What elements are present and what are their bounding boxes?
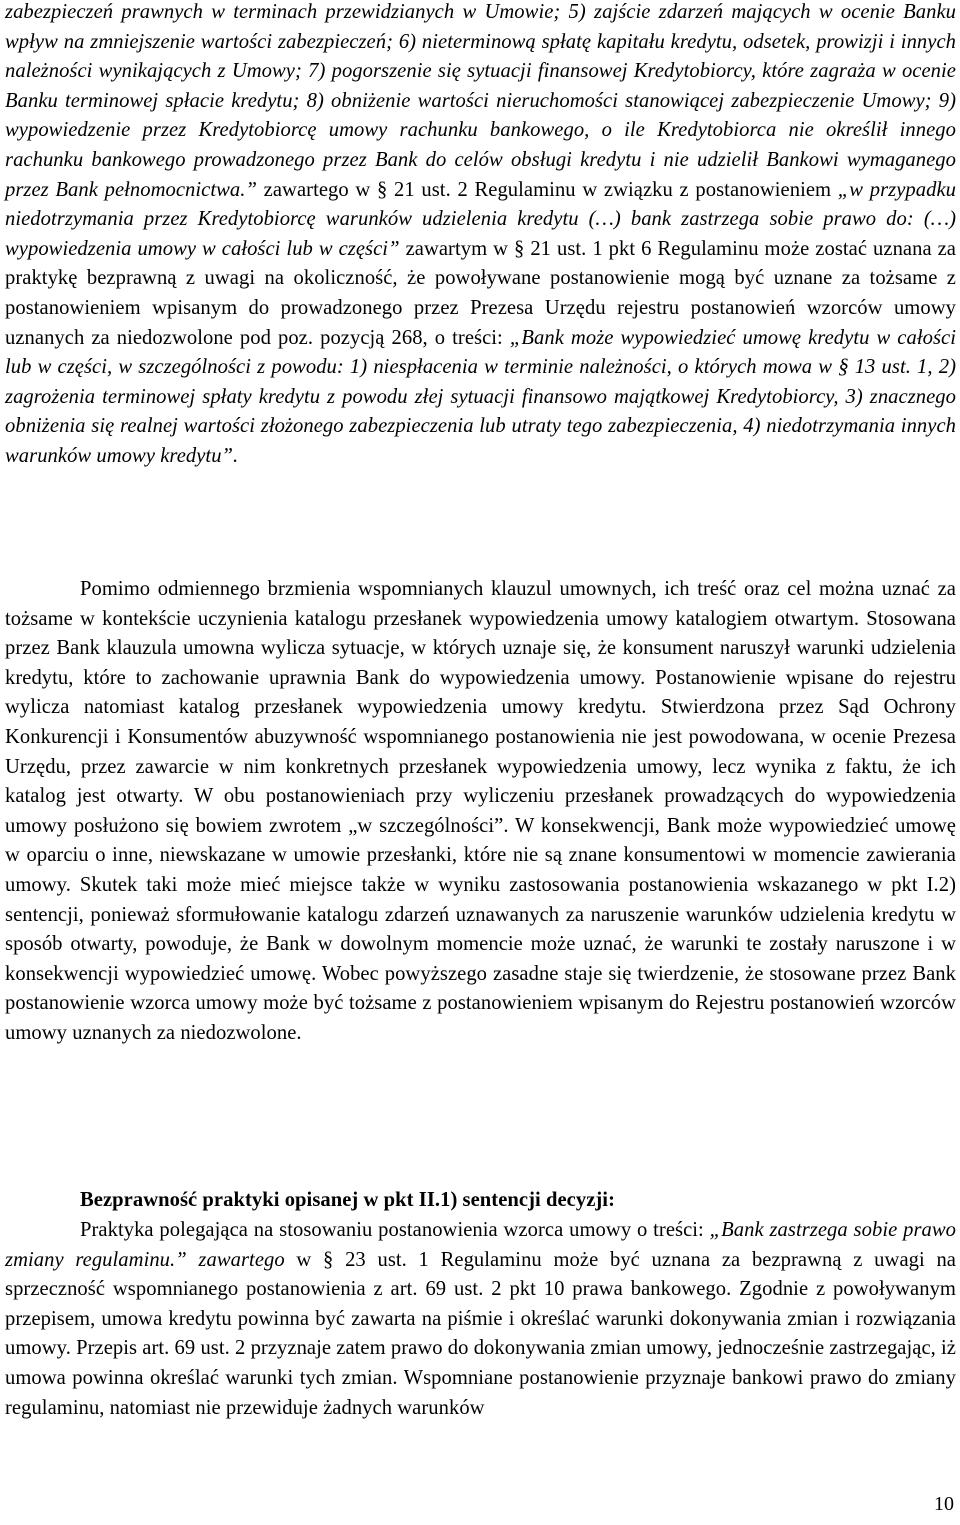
paragraph-1	[5, 0, 956, 472]
text-run: Praktyka polegająca na stosowaniu postanowienia wzorca umowy o treści:	[80, 1219, 710, 1241]
paragraph-3	[5, 1216, 956, 1423]
quoted-clause-regulation-change: „Bank zastrzega sobie prawo zmiany regulaminu.” zawartego	[5, 1219, 956, 1271]
page-number: 10	[934, 1493, 954, 1515]
quoted-clause-register: „Bank może wypowiedzieć umowę kredytu w całości lub w części, w szczególności z powodu: 1) niespłacenia w terminie należności, o których mowa w § 13 ust. 1, 2) zagrożenia terminowej spłaty kredytu z powodu złej sytuacji finansowo majątkowej Kredytobiorcy, 3) znacznego obniżenia się realnej wartości złożonego zabezpieczenia lub utraty tego zabezpieczenia, 4) niedotrzymania innych warunków umowy kredytu”.	[5, 326, 956, 467]
section-heading: Bezprawność praktyki opisanej w pkt II.1) sentencji decyzji:	[80, 1189, 615, 1211]
text-run: zawartego w § 21 ust. 2 Regulaminu w związku z postanowieniem	[256, 178, 838, 201]
quoted-clause-regulation: „w przypadku niedotrzymania przez Kredytobiorcę warunków udzielenia kredytu (…) bank zastrzega sobie prawo do: (…) wypowiedzenia umowy w całości lub w części”	[5, 178, 956, 260]
paragraph-2: Pomimo odmiennego brzmienia wspomnianych klauzul umownych, ich treść oraz cel można uznać za tożsame w kontekście uczynienia katalogu przesłanek wypowiedzenia umowy katalogiem otwartym. Stosowana przez Bank klauzula umowna wylicza sytuacje, w których uznaje się, że konsument naruszył warunki udzielenia kredytu, które to zachowanie uprawnia Bank do wypowiedzenia umowy. Postanowienie wpisane do rejestru wylicza natomiast katalog przesłanek wypowiedzenia umowy kredytu. Stwierdzona przez Sąd Ochrony Konkurencji i Konsumentów abuzywność wspomnianego postanowienia nie jest powodowana, w ocenie Prezesa Urzędu, przez zawarcie w nim konkretnych przesłanek wypowiedzenia umowy, lecz wynika z faktu, że ich katalog jest otwarty. W obu postanowieniach przy wyliczeniu przesłanek prowadzących do wypowiedzenia umowy posłużono się bowiem zwrotem „w szczególności”. W konsekwencji, Bank może wypowiedzieć umowę w oparciu o inne, niewskazane w umowie przesłanki, które nie są znane konsumentowi w momencie zawierania umowy. Skutek taki może mieć miejsce także w wyniku zastosowania postanowienia wskazanego w pkt I.2) sentencji, ponieważ sformułowanie katalogu zdarzeń uznawanych za naruszenie warunków udzielenia kredytu w sposób otwarty, powoduje, że Bank w dowolnym momencie może uznać, że warunki te zostały naruszone i w konsekwencji wypowiedzieć umowę. Wobec powyższego zasadne staje się twierdzenie, że stosowane przez Bank postanowienie wzorca umowy może być tożsame z postanowieniem wpisanym do Rejestru postanowień wzorców umowy uznanych za niedozwolone.	[5, 578, 956, 1044]
text-run: w § 23 ust. 1 Regulaminu może być uznana za bezprawną z uwagi na sprzeczność wspomnianego postanowienia z art. 69 ust. 2 pkt 10 prawa bankowego. Zgodnie z powoływanym przepisem, umowa kredytu powinna być zawarta na piśmie i określać warunki dokonywania zmian i rozwiązania umowy. Przepis art. 69 ust. 2 przyznaje zatem prawo do dokonywania zmian umowy, jednocześnie zastrzegając, iż umowa powinna określać warunki tych zmian. Wspomniane postanowienie przyznaje bankowi prawo do zmiany regulaminu, natomiast nie przewiduje żadnych warunków	[5, 1248, 956, 1419]
quoted-clause-bank-agreement: zabezpieczeń prawnych w terminach przewidzianych w Umowie; 5) zajście zdarzeń mających w ocenie Banku wpływ na zmniejszenie wartości zabezpieczeń; 6) nieterminową spłatę kapitału kredytu, odsetek, prowizji i innych należności wynikających z Umowy; 7) pogorszenie się sytuacji finansowej Kredytobiorcy, które zagraża w ocenie Banku terminowej spłacie kredytu; 8) obniżenie wartości nieruchomości stanowiącej zabezpieczenie Umowy; 9) wypowiedzenie przez Kredytobiorcę umowy rachunku bankowego, o ile Kredytobiorca nie określił innego rachunku bankowego prowadzonego przez Bank do celów obsługi kredytu i nie udzielił Bankowi wymaganego przez Bank pełnomocnictwa.”	[5, 1, 956, 201]
text-run: zawartym w § 21 ust. 1 pkt 6 Regulaminu może zostać uznana za praktykę bezprawną z uwagi na okoliczność, że powoływane postanowienie mogą być uznane za tożsame z postanowieniem wpisanym do prowadzonego przez Prezesa Urzędu rejestru postanowień wzorców umowy uznanych za niedozwolone pod poz. pozycją 268, o treści:	[5, 237, 956, 349]
